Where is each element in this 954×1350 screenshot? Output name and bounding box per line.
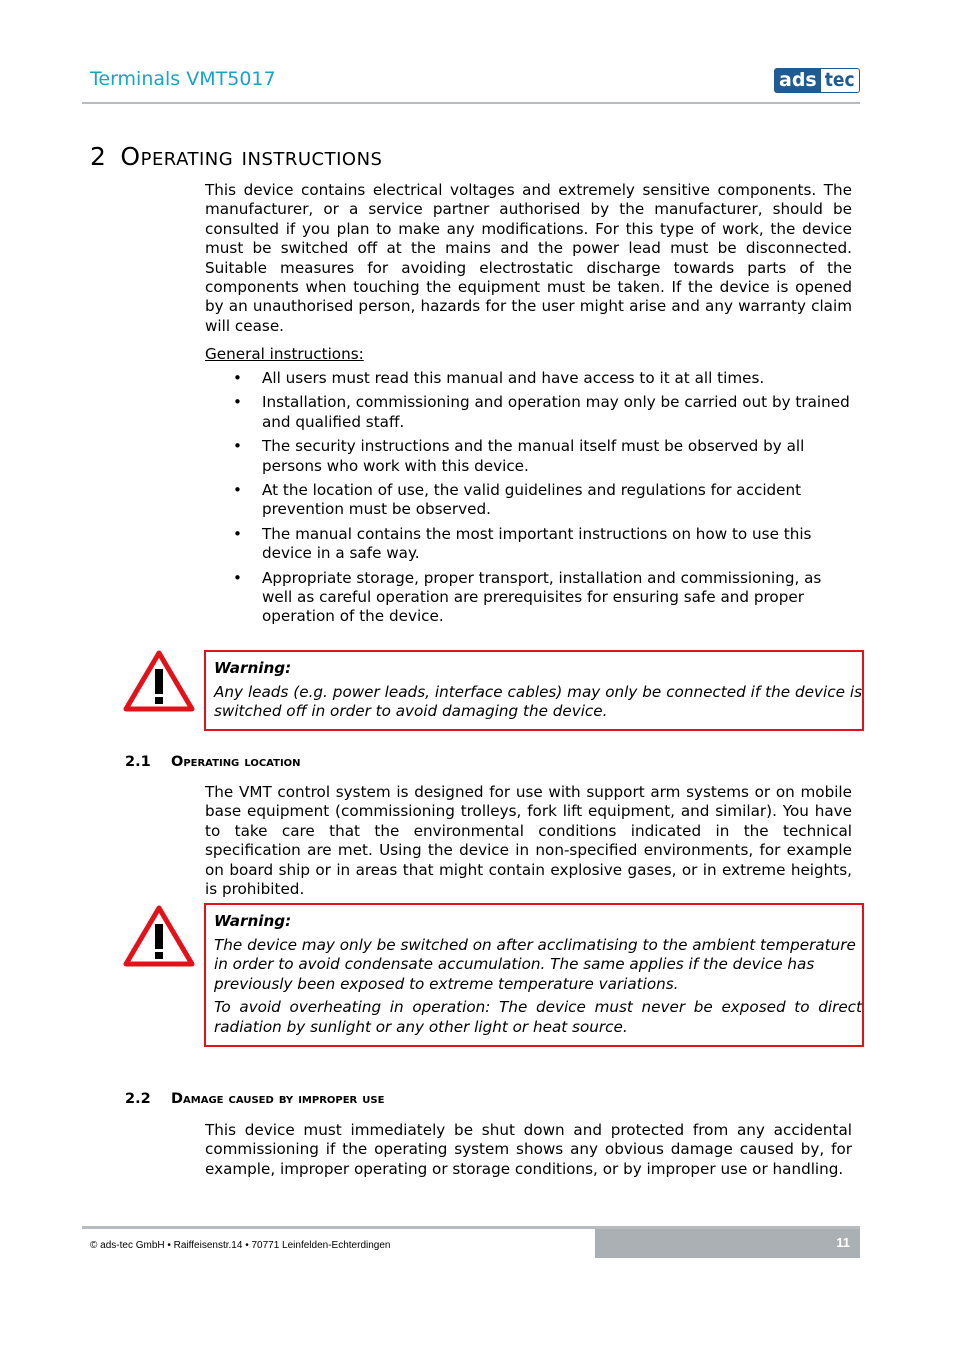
- bullet-icon: •: [233, 393, 242, 412]
- list-item: • At the location of use, the valid guidelines and regulations for accident prevention must be observed.: [233, 481, 802, 519]
- bullet-icon: •: [233, 568, 242, 587]
- section-2-2-paragraph: This device must immediately be shut down and protected from any accidental commissioning if the operating system shows any obvious damage caused by, for example, improper operating or storage conditions, or by improper use or handling.: [205, 1121, 852, 1178]
- warning-triangle-icon: [123, 650, 195, 712]
- bullet-icon: •: [233, 437, 242, 456]
- chapter-title: Operating instructions: [120, 142, 383, 171]
- chapter-number: 2: [90, 142, 107, 171]
- bullet-icon: •: [233, 481, 242, 500]
- logo-right: tec: [821, 68, 860, 93]
- list-item: • Appropriate storage, proper transport, installation and commissioning, as well as careful operation are prerequisites for ensuring safe and proper operation of the device.: [233, 568, 822, 626]
- bullet-icon: •: [233, 369, 242, 387]
- warning-title: Warning:: [214, 659, 292, 677]
- warning-box: [204, 650, 864, 731]
- section-number: 2.2: [125, 1091, 151, 1107]
- section-2-1-paragraph: The VMT control system is designed for use with support arm systems or on mobile base equipment (commissioning trolleys, fork lift equipment, and similar). You have to take care that the environmental conditions indicated in the technical specification are met. Using the device in non-specified environments, for example on board ship or in areas that might contain explosive gases, or in extreme heights, is prohibited.: [205, 783, 852, 899]
- warning-text: Any leads (e.g. power leads, interface cables) may only be connected if the device is switched off in order to avoid damaging the device.: [214, 682, 862, 721]
- section-title: Operating location: [171, 754, 301, 770]
- general-instructions-list: [205, 369, 850, 632]
- list-item: • The security instructions and the manual itself must be observed by all persons who work with this device.: [233, 437, 805, 475]
- ads-tec-logo: [774, 68, 860, 93]
- warning-text: The device may only be switched on after acclimatising to the ambient temperature in order to avoid condensate accumulation. The same applies if the device has previously been exposed to extreme temperature variations.: [214, 935, 856, 993]
- warning-triangle-icon: [123, 905, 195, 967]
- general-instructions-label: General instructions:: [205, 345, 364, 363]
- bullet-icon: •: [233, 524, 242, 543]
- intro-paragraph: This device contains electrical voltages and extremely sensitive components. The manufacturer, or a service partner authorised by the manufacturer, should be consulted if you plan to make any modifications. For this type of work, the device must be switched off at the mains and the power lead must be disconnected. Suitable measures for avoiding electrostatic discharge towards parts of the components when touching the equipment must be taken. If the device is opened by an unauthorised person, hazards for the user might arise and any warranty claim will cease.: [205, 181, 852, 335]
- warning-title: Warning:: [214, 912, 292, 930]
- warning-box: [204, 903, 864, 1047]
- page-number: 11: [836, 1235, 850, 1250]
- warning-text: To avoid overheating in operation: The device must never be exposed to direct radiation by sunlight or any other light or heat source.: [214, 998, 862, 1036]
- document-title: Terminals VMT5017: [90, 68, 276, 90]
- header-divider: [82, 102, 860, 104]
- list-item: • Installation, commissioning and operation may only be carried out by trained and qualified staff.: [233, 393, 850, 431]
- section-number: 2.1: [125, 754, 151, 770]
- list-item: • All users must read this manual and have access to it at all times.: [233, 369, 765, 387]
- list-item: • The manual contains the most important instructions on how to use this device in a safe way.: [233, 524, 812, 563]
- logo-left: ads: [774, 68, 821, 93]
- page-number-box: [595, 1229, 860, 1258]
- footer-address: © ads-tec GmbH • Raiffeisenstr.14 • 70771 Leinfelden-Echterdingen: [90, 1240, 391, 1251]
- chapter-heading: [90, 142, 382, 171]
- section-title: Damage caused by improper use: [171, 1091, 385, 1107]
- section-heading-2-1: [125, 754, 301, 770]
- section-heading-2-2: [125, 1091, 384, 1107]
